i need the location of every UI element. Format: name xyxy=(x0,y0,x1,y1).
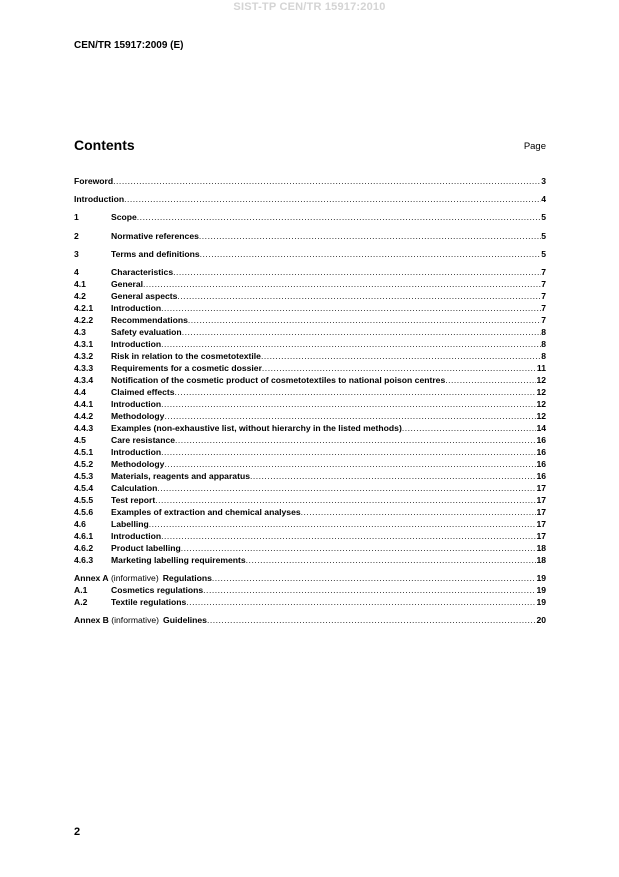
toc-dot-leader xyxy=(203,584,536,596)
toc-entry-number: A.1 xyxy=(74,585,88,595)
toc-entry-title: Calculation xyxy=(111,483,158,493)
toc-dot-leader xyxy=(212,572,537,584)
toc-entry-page: 12 xyxy=(536,411,546,421)
toc-entry-title: Introduction xyxy=(74,194,125,204)
toc-entry-title: Cosmetics regulations xyxy=(111,585,204,595)
toc-entry-page: 20 xyxy=(536,615,546,625)
toc-entry-page: 7 xyxy=(541,267,546,277)
toc-entry[interactable] xyxy=(74,338,546,350)
toc-entry-title: General xyxy=(111,279,144,289)
toc-entry-title: Terms and definitions xyxy=(111,249,200,259)
toc-dot-leader xyxy=(402,422,537,434)
toc-dot-leader xyxy=(177,290,541,302)
toc-entry-number: 4.4.2 xyxy=(74,411,94,421)
toc-entry-number: 4.2.1 xyxy=(74,303,94,313)
toc-entry-number: 4.1 xyxy=(74,279,86,289)
toc-entry-page: 12 xyxy=(536,387,546,397)
toc-dot-leader xyxy=(161,338,541,350)
toc-entry[interactable] xyxy=(74,175,546,187)
toc-entry-page: 7 xyxy=(541,279,546,289)
toc-entry[interactable] xyxy=(74,542,546,554)
toc-entry[interactable] xyxy=(74,193,546,205)
toc-entry-number: 4.3.2 xyxy=(74,351,94,361)
toc-entry[interactable] xyxy=(74,482,546,494)
toc-entry-page: 5 xyxy=(541,212,546,222)
toc-entry-number: 4.2 xyxy=(74,291,86,301)
toc-dot-leader xyxy=(149,518,537,530)
toc-entry-title: Introduction xyxy=(111,339,162,349)
toc-entry-title: Examples (non-exhaustive list, without hierarchy in the listed methods) xyxy=(111,423,402,433)
toc-dot-leader xyxy=(155,494,536,506)
toc-entry-number: 4.4.3 xyxy=(74,423,94,433)
toc-dot-leader xyxy=(161,446,536,458)
toc-dot-leader xyxy=(200,248,542,260)
toc-dot-leader xyxy=(157,482,536,494)
toc-entry-page: 18 xyxy=(536,555,546,565)
toc-entry-number: 4.5.2 xyxy=(74,459,94,469)
toc-entry[interactable] xyxy=(74,398,546,410)
toc-entry[interactable] xyxy=(74,326,546,338)
toc-entry-number: 4.3.1 xyxy=(74,339,94,349)
toc-entry-page: 18 xyxy=(536,543,546,553)
toc-dot-leader xyxy=(113,175,541,187)
toc-entry-number: 4.3.3 xyxy=(74,363,94,373)
watermark: SIST-TP CEN/TR 15917:2010 xyxy=(233,1,386,13)
toc-entry-number: 4.6.3 xyxy=(74,555,94,565)
toc-entry-page: 12 xyxy=(536,399,546,409)
toc-entry[interactable] xyxy=(74,470,546,482)
toc-entry-page: 8 xyxy=(541,351,546,361)
document-id: CEN/TR 15917:2009 (E) xyxy=(74,40,184,51)
toc-entry-title: Safety evaluation xyxy=(111,327,182,337)
toc-entry-page: 4 xyxy=(541,194,546,204)
toc-entry-title: Product labelling xyxy=(111,543,181,553)
toc-entry-page: 16 xyxy=(536,447,546,457)
toc-entry[interactable] xyxy=(74,314,546,326)
toc-entry-title: Methodology xyxy=(111,459,165,469)
toc-entry-page: 3 xyxy=(541,176,546,186)
toc-entry-page: 7 xyxy=(541,315,546,325)
toc-dot-leader xyxy=(161,398,536,410)
toc-entry-note: (informative) xyxy=(111,615,160,625)
toc-dot-leader xyxy=(186,596,536,608)
toc-entry[interactable] xyxy=(74,446,546,458)
toc-dot-leader xyxy=(161,530,536,542)
toc-entry-page: 7 xyxy=(541,303,546,313)
toc-entry-page: 17 xyxy=(536,519,546,529)
toc-entry-page: 19 xyxy=(536,573,546,583)
toc-entry-page: 16 xyxy=(536,435,546,445)
toc-entry-title: Labelling xyxy=(111,519,149,529)
toc-entry-number: 4.6.2 xyxy=(74,543,94,553)
toc-entry[interactable] xyxy=(74,266,546,278)
toc-entry-number: 3 xyxy=(74,249,79,259)
toc-entry-page: 11 xyxy=(536,363,546,373)
toc-entry-number: A.2 xyxy=(74,597,88,607)
toc-entry[interactable] xyxy=(74,211,546,223)
contents-heading: Contents xyxy=(74,137,135,153)
toc-entry-page: 16 xyxy=(536,459,546,469)
toc-entry-title: Recommendations xyxy=(111,315,188,325)
toc-entry-page: 17 xyxy=(536,495,546,505)
toc-entry[interactable] xyxy=(74,614,546,626)
toc-entry[interactable] xyxy=(74,572,546,584)
page-column-label: Page xyxy=(523,141,546,152)
toc-entry-number: Annex B xyxy=(74,615,109,625)
toc-entry-page: 5 xyxy=(541,249,546,259)
toc-entry-title: Examples of extraction and chemical analyses xyxy=(111,507,301,517)
toc-dot-leader xyxy=(188,314,541,326)
toc-dot-leader xyxy=(164,458,536,470)
toc-entry-number: 4.3 xyxy=(74,327,86,337)
toc-entry[interactable] xyxy=(74,506,546,518)
toc-entry[interactable] xyxy=(74,584,546,596)
toc-dot-leader xyxy=(164,410,536,422)
toc-entry-title: Risk in relation to the cosmetotextile xyxy=(111,351,261,361)
toc-entry[interactable] xyxy=(74,434,546,446)
toc-entry-title: Scope xyxy=(111,212,137,222)
toc-entry-page: 17 xyxy=(536,507,546,517)
toc-entry-page: 19 xyxy=(536,585,546,595)
toc-entry-title: Materials, reagents and apparatus xyxy=(111,471,250,481)
toc-entry-title: Care resistance xyxy=(111,435,176,445)
toc-entry[interactable] xyxy=(74,350,546,362)
toc-entry[interactable] xyxy=(74,410,546,422)
toc-dot-leader xyxy=(175,386,537,398)
toc-entry-title: General aspects xyxy=(111,291,178,301)
toc-entry-title: Foreword xyxy=(74,176,114,186)
toc-entry-page: 12 xyxy=(536,375,546,385)
toc-entry-page: 17 xyxy=(536,483,546,493)
toc-entry-number: 4.3.4 xyxy=(74,375,94,385)
toc-entry-number: 4.5.4 xyxy=(74,483,94,493)
toc-entry[interactable] xyxy=(74,554,546,566)
toc-dot-leader xyxy=(175,434,536,446)
toc-entry-title: Methodology xyxy=(111,411,165,421)
toc-entry-number: Annex A xyxy=(74,573,109,583)
toc-entry-title: Notification of the cosmetic product of cosmetotextiles to national poison centres xyxy=(111,375,446,385)
toc-dot-leader xyxy=(207,614,536,626)
toc-entry-number: 2 xyxy=(74,231,79,241)
toc-entry-number: 4.2.2 xyxy=(74,315,94,325)
toc-entry-title: Introduction xyxy=(111,399,162,409)
toc-entry[interactable] xyxy=(74,362,546,374)
toc-entry-title: Textile regulations xyxy=(111,597,187,607)
toc-entry[interactable] xyxy=(74,278,546,290)
page-number: 2 xyxy=(74,826,81,838)
toc-entry-number: 4.5.1 xyxy=(74,447,94,457)
toc-entry-page: 14 xyxy=(536,423,546,433)
toc-entry-number: 4 xyxy=(74,267,79,277)
toc-entry[interactable] xyxy=(74,248,546,260)
toc-entry-page: 17 xyxy=(536,531,546,541)
toc-entry-title: Introduction xyxy=(111,531,162,541)
toc-entry[interactable] xyxy=(74,458,546,470)
toc-entry-number: 4.4 xyxy=(74,387,86,397)
toc-entry-number: 4.6.1 xyxy=(74,531,94,541)
toc-entry[interactable] xyxy=(74,386,546,398)
toc-entry-title: Guidelines xyxy=(163,615,207,625)
toc-entry[interactable] xyxy=(74,596,546,608)
toc-entry-title: Regulations xyxy=(162,573,212,583)
toc-entry-number: 4.5.6 xyxy=(74,507,94,517)
toc-dot-leader xyxy=(181,542,537,554)
toc-dot-leader xyxy=(250,470,536,482)
toc-dot-leader xyxy=(124,193,541,205)
toc-dot-leader xyxy=(445,374,536,386)
toc-entry[interactable] xyxy=(74,302,546,314)
toc-entry-number: 1 xyxy=(74,212,79,222)
toc-dot-leader xyxy=(262,362,537,374)
toc-entry[interactable] xyxy=(74,494,546,506)
toc-entry[interactable] xyxy=(74,290,546,302)
toc-dot-leader xyxy=(137,211,541,223)
toc-dot-leader xyxy=(161,302,541,314)
toc-entry-number: 4.5 xyxy=(74,435,86,445)
toc-entry-title: Normative references xyxy=(111,231,199,241)
toc-dot-leader xyxy=(246,554,537,566)
toc-entry-title: Marketing labelling requirements xyxy=(111,555,246,565)
toc-dot-leader xyxy=(301,506,537,518)
toc-entry-page: 7 xyxy=(541,291,546,301)
toc-entry[interactable] xyxy=(74,530,546,542)
toc-dot-leader xyxy=(182,326,542,338)
toc-entry-number: 4.5.5 xyxy=(74,495,94,505)
toc-entry-title: Test report xyxy=(111,495,156,505)
toc-entry-title: Characteristics xyxy=(111,267,174,277)
toc-entry-page: 8 xyxy=(541,339,546,349)
toc-entry-number: 4.6 xyxy=(74,519,86,529)
toc-entry-page: 16 xyxy=(536,471,546,481)
toc-entry[interactable] xyxy=(74,374,546,386)
toc-dot-leader xyxy=(173,266,541,278)
toc-dot-leader xyxy=(199,230,541,242)
toc-entry-page: 8 xyxy=(541,327,546,337)
toc-dot-leader xyxy=(143,278,541,290)
toc-entry-page: 5 xyxy=(541,231,546,241)
toc-entry-number: 4.5.3 xyxy=(74,471,94,481)
toc-entry-title: Requirements for a cosmetic dossier xyxy=(111,363,262,373)
toc-entry[interactable] xyxy=(74,422,546,434)
toc-entry[interactable] xyxy=(74,230,546,242)
toc-entry-title: Introduction xyxy=(111,303,162,313)
toc-entry-title: Introduction xyxy=(111,447,162,457)
toc-dot-leader xyxy=(261,350,541,362)
toc-entry-page: 19 xyxy=(536,597,546,607)
toc-entry[interactable] xyxy=(74,518,546,530)
toc-entry-note: (informative) xyxy=(110,573,159,583)
toc-entry-title: Claimed effects xyxy=(111,387,175,397)
toc-entry-number: 4.4.1 xyxy=(74,399,94,409)
